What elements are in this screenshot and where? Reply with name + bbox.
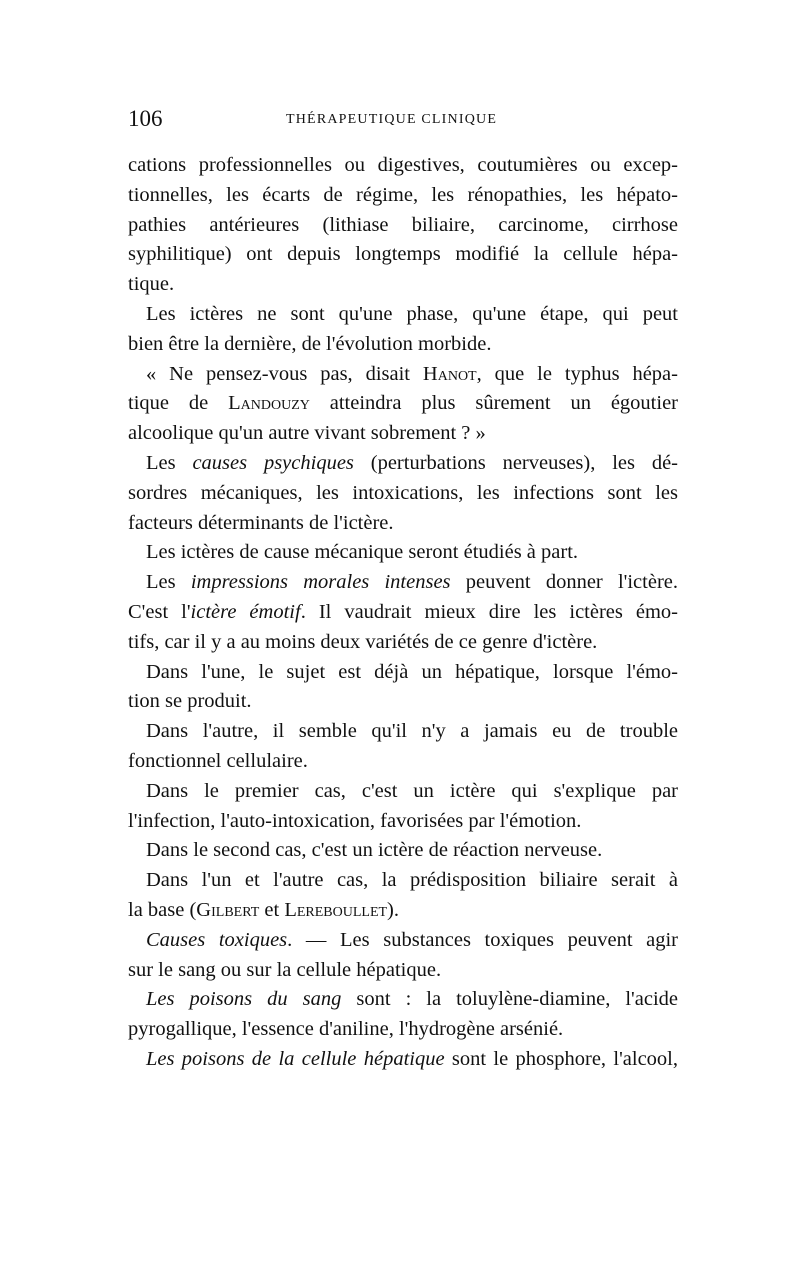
text-line: Les ictères ne sont qu'une phase, qu'une étape, qui peut <box>146 302 678 325</box>
text-line: tique. <box>128 273 175 296</box>
text-line: tionnelles, les écarts de régime, les rénopathies, les hépato- <box>128 183 678 206</box>
author-name: Landouzy <box>228 392 310 415</box>
text-line: Dans le second cas, c'est un ictère de réaction nerveuse. <box>146 839 603 862</box>
running-title: THÉRAPEUTIQUE CLINIQUE <box>286 112 498 127</box>
section-heading: Causes toxiques <box>146 928 288 951</box>
text-line: syphilitique) ont depuis longtemps modifié la cellule hépa- <box>128 243 678 266</box>
text-line: Dans l'autre, il semble qu'il n'y a jamais eu de trouble <box>146 720 678 743</box>
italic-term: Les poisons de la cellule hépatique <box>146 1047 445 1070</box>
text-line: Les ictères de cause mécanique seront étudiés à part. <box>146 541 579 564</box>
body-text <box>128 151 678 1075</box>
italic-term: causes psychiques <box>192 451 354 474</box>
text-line: Les poisons de la cellule hépatique sont le phosphore, l'alcool, <box>146 1047 678 1070</box>
italic-term: impressions morales intenses <box>190 571 451 594</box>
text-line: facteurs déterminants de l'ictère. <box>128 511 394 534</box>
text-line: alcoolique qu'un autre vivant sobrement ? » <box>128 422 486 445</box>
text-line: tion se produit. <box>128 690 252 713</box>
text-line: C'est l'ictère émotif. Il vaudrait mieux dire les ictères émo- <box>128 600 678 623</box>
text-line: cations professionnelles ou digestives, coutumières ou excep- <box>128 154 678 176</box>
text-line: Dans l'une, le sujet est déjà un hépatique, lorsque l'émo- <box>146 660 678 683</box>
author-name: Hanot <box>422 362 477 385</box>
text-line: Les poisons du sang sont : la toluylène-diamine, l'acide <box>146 988 678 1011</box>
page-number: 106 <box>128 106 163 131</box>
text-line: Causes toxiques. — Les substances toxiques peuvent agir <box>146 928 678 951</box>
text-line: Les causes psychiques (perturbations nerveuses), les dé- <box>146 451 678 474</box>
text-line: la base (Gilbert et Lereboullet). <box>128 898 399 921</box>
text-line: sordres mécaniques, les intoxications, les infections sont les <box>128 481 678 504</box>
author-name: Lereboullet <box>284 898 388 921</box>
italic-term: ictère émotif <box>190 600 301 623</box>
italic-term: Les poisons du sang <box>146 988 342 1011</box>
text-line: tique de Landouzy atteindra plus sûrement un égoutier <box>128 392 678 415</box>
text-line: Dans l'un et l'autre cas, la prédisposition biliaire serait à <box>146 869 678 892</box>
text-line: pyrogallique, l'essence d'aniline, l'hydrogène arsénié. <box>128 1018 564 1041</box>
text-line: Dans le premier cas, c'est un ictère qui s'explique par <box>146 779 678 802</box>
text-line: l'infection, l'auto-intoxication, favorisées par l'émotion. <box>128 809 582 832</box>
text-line: sur le sang ou sur la cellule hépatique. <box>128 958 442 981</box>
text-line: pathies antérieures (lithiase biliaire, carcinome, cirrhose <box>128 213 678 236</box>
text-line: fonctionnel cellulaire. <box>128 749 308 772</box>
text-line: bien être la dernière, de l'évolution morbide. <box>128 332 492 355</box>
page-header <box>128 106 678 140</box>
author-name: Gilbert <box>196 898 260 921</box>
text-line: Les impressions morales intenses peuvent donner l'ictère. <box>146 571 678 594</box>
text-line: « Ne pensez-vous pas, disait Hanot, que le typhus hépa- <box>146 362 678 385</box>
text-line: tifs, car il y a au moins deux variétés de ce genre d'ictère. <box>128 630 598 653</box>
